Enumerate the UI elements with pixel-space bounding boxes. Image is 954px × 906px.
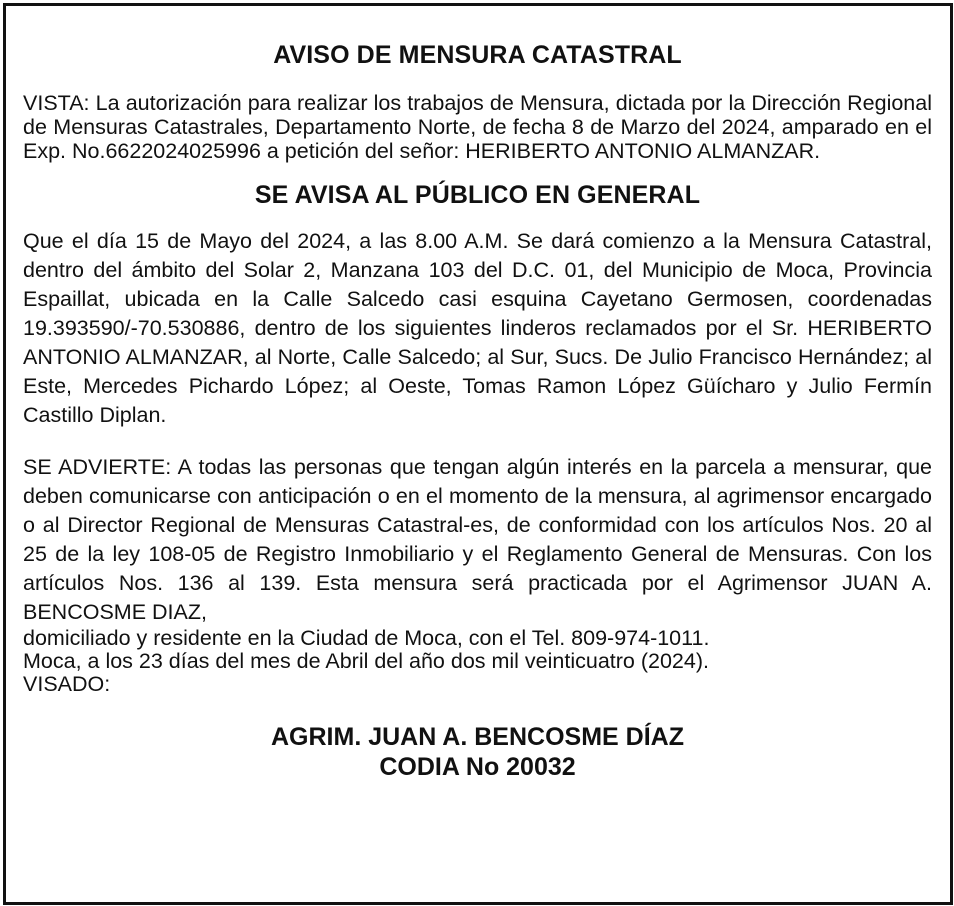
signature-block bbox=[23, 722, 932, 782]
codia-number: CODIA No 20032 bbox=[379, 753, 576, 781]
date-line: Moca, a los 23 días del mes de Abril del año dos mil veinticuatro (2024). bbox=[23, 649, 709, 673]
public-notice-heading: SE AVISA AL PÚBLICO EN GENERAL bbox=[254, 181, 701, 209]
survey-details-paragraph: Que el día 15 de Mayo del 2024, a las 8.00 A.M. Se dará comienzo a la Mensura Catastral, dentro del ámbito del Solar 2, Manzana 103 del D.C. 01, del Municipio de Moca, Provincia Espaillat, ubicada en la Calle Salcedo casi esquina Cayetano Germosen, coordenadas 19.393590/-70.530886, dentro de los siguientes linderos reclamados por el Sr. HERIBERTO ANTONIO ALMANZAR, al Norte, Calle Salcedo; al Sur, Sucs. De Julio Francisco Hernández; al Este, Mercedes Pichardo López; al Oeste, Tomas Ramon López Güícharo y Julio Fermín Castillo Diplan. bbox=[23, 229, 932, 427]
notice-border bbox=[3, 3, 953, 905]
notice-title: AVISO DE MENSURA CATASTRAL bbox=[273, 41, 682, 69]
vista-paragraph: VISTA: La autorización para realizar los trabajos de Mensura, dictada por la Dirección Regional de Mensuras Catastrales, Departamento Norte, de fecha 8 de Marzo del 2024, amparado en el Exp. No.6622024025996 a petición del señor: HERIBERTO ANTONIO ALMANZAR. bbox=[23, 91, 932, 163]
notice-content bbox=[23, 40, 932, 782]
visado-label: VISADO: bbox=[23, 672, 111, 696]
domicile-line: domiciliado y residente en la Ciudad de Moca, con el Tel. 809-974-1011. bbox=[23, 626, 710, 650]
signatory-name: AGRIM. JUAN A. BENCOSME DÍAZ bbox=[271, 723, 684, 751]
warning-paragraph: SE ADVIERTE: A todas las personas que tengan algún interés en la parcela a mensurar, que deben comunicarse con anticipación o en el momento de la mensura, al agrimensor encargado o al Director Regional de Mensuras Catastral-es, de conformidad con los artículos Nos. 20 al 25 de la ley 108-05 de Registro Inmobiliario y el Reglamento General de Mensuras. Con los artículos Nos. 136 al 139. Esta mensura será practicada por el Agrimensor JUAN A. BENCOSME DIAZ, bbox=[23, 455, 932, 624]
